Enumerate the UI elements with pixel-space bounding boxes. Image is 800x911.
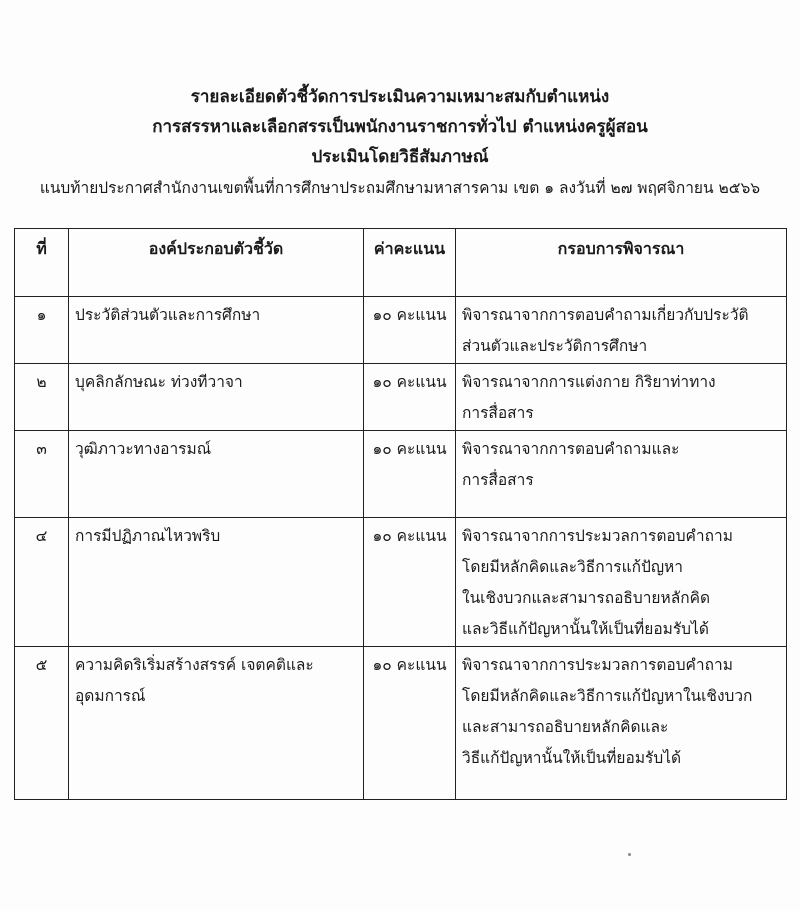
row-framework: [456, 647, 787, 800]
header-announcement-line: แนบท้ายประกาศสำนักงานเขตพื้นที่การศึกษาประถมศึกษามหาสารคาม เขต ๑ ลงวันที่ ๒๗ พฤศจิกายน ๒๕๖๖: [39, 179, 761, 197]
scan-speck: [628, 853, 631, 856]
column-header-component: องค์ประกอบตัวชี้วัด: [69, 229, 364, 297]
framework-line: โดยมีหลักคิดและวิธีการแก้ปัญหาในเชิงบวก: [462, 687, 753, 705]
row-score: ๑๐ คะแนน: [364, 647, 456, 800]
table-row: [15, 297, 787, 364]
row-framework: [456, 431, 787, 518]
row-score: ๑๐ คะแนน: [364, 297, 456, 364]
framework-line: พิจารณาจากการประมวลการตอบคำถาม: [462, 656, 733, 674]
framework-line: พิจารณาจากการแต่งกาย กิริยาท่าทาง: [462, 373, 716, 391]
row-number: ๔: [15, 518, 69, 647]
row-framework: [456, 297, 787, 364]
row-number: ๑: [15, 297, 69, 364]
framework-line: โดยมีหลักคิดและวิธีการแก้ปัญหา: [462, 558, 683, 576]
row-number: ๒: [15, 364, 69, 431]
component-line: การมีปฏิภาณไหวพริบ: [75, 527, 221, 545]
framework-line: พิจารณาจากการประมวลการตอบคำถาม: [462, 527, 733, 545]
row-score: ๑๐ คะแนน: [364, 431, 456, 518]
component-line: อุดมการณ์: [75, 687, 146, 705]
component-line: ประวัติส่วนตัวและการศึกษา: [75, 306, 261, 324]
row-component: [69, 297, 364, 364]
table-row: [15, 364, 787, 431]
framework-line: พิจารณาจากการตอบคำถามเกี่ยวกับประวัติ: [462, 306, 749, 324]
framework-line: การสื่อสาร: [462, 404, 534, 422]
row-number: ๓: [15, 431, 69, 518]
document-header: [0, 82, 800, 203]
row-component: [69, 647, 364, 800]
column-header-score: ค่าคะแนน: [364, 229, 456, 297]
component-line: บุคลิกลักษณะ ท่วงทีวาจา: [75, 373, 243, 391]
row-number: ๕: [15, 647, 69, 800]
framework-line: ส่วนตัวและประวัติการศึกษา: [462, 337, 648, 355]
framework-line: และสามารถอธิบายหลักคิดและ: [462, 718, 669, 736]
row-score: ๑๐ คะแนน: [364, 518, 456, 647]
row-component: [69, 364, 364, 431]
header-title-line-2: การสรรหาและเลือกสรรเป็นพนักงานราชการทั่วไป ตำแหน่งครูผู้สอน: [152, 117, 648, 137]
framework-line: และวิธีแก้ปัญหานั้นให้เป็นที่ยอมรับได้: [462, 620, 709, 638]
row-component: [69, 518, 364, 647]
framework-line: วิธีแก้ปัญหานั้นให้เป็นที่ยอมรับได้: [462, 749, 682, 767]
framework-line: การสื่อสาร: [462, 471, 534, 489]
header-title-line-3: ประเมินโดยวิธีสัมภาษณ์: [311, 147, 489, 167]
header-title-line-1: รายละเอียดตัวชี้วัดการประเมินความเหมาะสมกับตำแหน่ง: [190, 87, 610, 107]
row-framework: [456, 364, 787, 431]
component-line: ความคิดริเริ่มสร้างสรรค์ เจตคติและ: [75, 656, 314, 674]
table-header-row: [15, 229, 787, 297]
framework-line: ในเชิงบวกและสามารถอธิบายหลักคิด: [462, 589, 711, 607]
table-row: [15, 518, 787, 647]
row-component: [69, 431, 364, 518]
table-row: [15, 431, 787, 518]
component-line: วุฒิภาวะทางอารมณ์: [75, 440, 212, 458]
criteria-table: [14, 228, 787, 800]
row-score: ๑๐ คะแนน: [364, 364, 456, 431]
column-header-framework: กรอบการพิจารณา: [456, 229, 787, 297]
table-row: [15, 647, 787, 800]
column-header-no: ที่: [15, 229, 69, 297]
framework-line: พิจารณาจากการตอบคำถามและ: [462, 440, 680, 458]
row-framework: [456, 518, 787, 647]
